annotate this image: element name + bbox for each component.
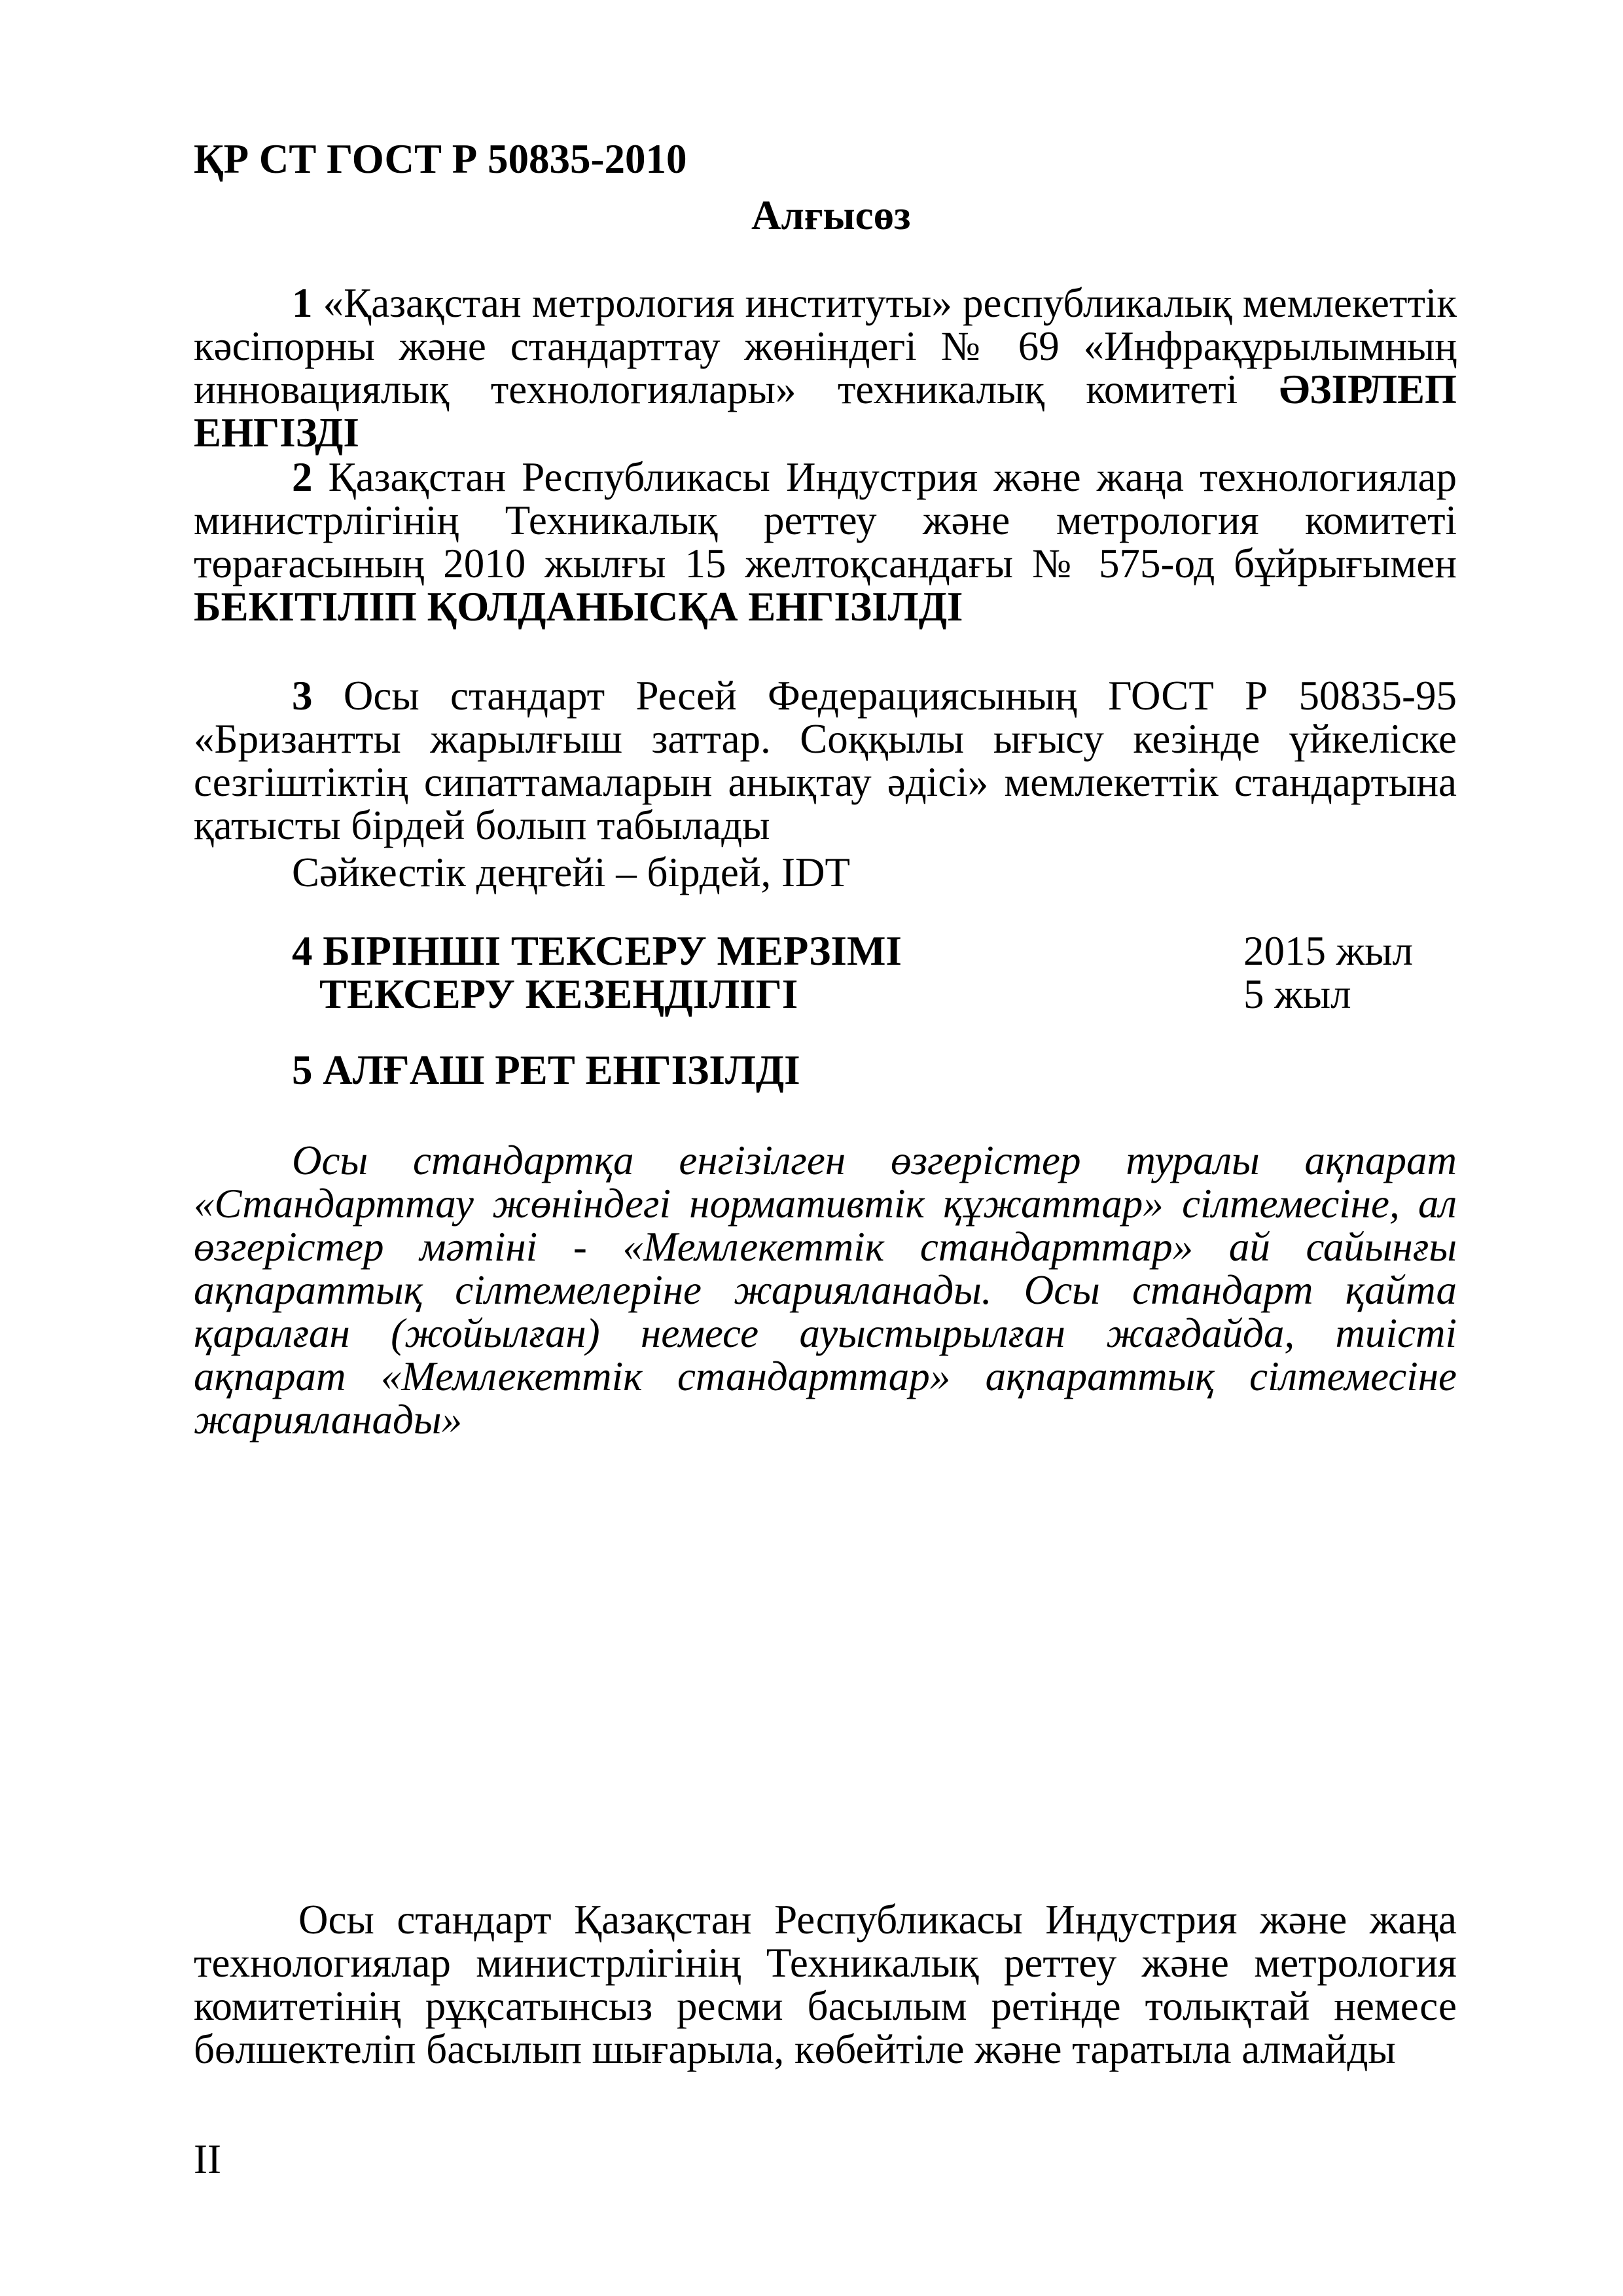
section-1-status: ӘЗІРЛЕП ЕНГІЗДІ xyxy=(194,367,1457,456)
section-3-conformity: Сәйкестік деңгейі – бірдей, IDT xyxy=(292,850,850,895)
section-2 xyxy=(194,456,1457,628)
section-4-first-check-label: БІРІНШІ ТЕКСЕРУ МЕРЗІМІ xyxy=(323,928,902,974)
section-1-text: «Қазақстан метрология институты» республикалық мемлекеттік кәсіпорны және стандарттау жөніндегі № 69 «Инфрақұрылымның инновациялық технологиялары» техникалық комитеті xyxy=(194,280,1457,412)
copyright-notice: Осы стандарт Қазақстан Республикасы Индустрия және жаңа технологиялар министрлігінің Техникалық реттеу және метрология комитетінің рұқсатынсыз ресми басылым ретінде толықтай немесе бөлшектеліп басылып шығарыла, көбейтіле және таратыла алмайды xyxy=(194,1897,1457,2072)
section-1 xyxy=(194,281,1457,454)
section-3-text: Осы стандарт Ресей Федерациясының ГОСТ Р 50835-95 «Бризантты жарылғыш заттар. Соққылы ығысу кезінде үйкеліске сезгіштіктің сипаттамаларын анықтау әдісі» мемлекеттік стандартына қатысты бірдей болып табылады xyxy=(194,673,1457,848)
section-2-status: БЕКІТІЛІП ҚОЛДАНЫСҚА ЕНГІЗІЛДІ xyxy=(194,584,963,630)
section-2-number: 2 xyxy=(292,454,313,500)
section-5-text: АЛҒАШ РЕТ ЕНГІЗІЛДІ xyxy=(323,1047,800,1093)
section-3-number: 3 xyxy=(292,673,313,719)
changes-notice: Осы стандартқа енгізілген өзгерістер туралы ақпарат «Стандарттау жөніндегі нормативтік құжаттар» сілтемесіне, ал өзгерістер мәтіні - «Мемлекеттік стандарттар» ай сайынғы ақпараттық сілтемелеріне жарияланады. Осы стандарт қайта қаралған (жойылған) немесе ауыстырылған жағдайда, тиісті ақпарат «Мемлекеттік стандарттар» ақпараттық сілтемесіне жарияланады» xyxy=(194,1138,1457,1443)
section-4-first-check xyxy=(292,929,902,973)
section-4-period-value: 5 жыл xyxy=(1243,971,1351,1017)
section-3 xyxy=(194,674,1457,847)
section-1-number: 1 xyxy=(292,280,313,326)
section-2-text: Қазақстан Республикасы Индустрия және жаңа технологиялар министрлігінің Техникалық реттеу және метрология комитеті төрағасының 2010 жылғы 15 желтоқсандағы № 575-од бұйрығымен xyxy=(194,454,1457,586)
document-code: ҚР СТ ГОСТ Р 50835-2010 xyxy=(194,136,687,182)
page-number: II xyxy=(194,2136,221,2182)
section-4-first-check-value: 2015 жыл xyxy=(1243,928,1414,974)
section-5 xyxy=(292,1049,800,1092)
foreword-title: Алғысөз xyxy=(751,192,911,238)
section-4-number: 4 xyxy=(292,928,313,974)
section-4-period-label: ТЕКСЕРУ КЕЗЕҢДІЛІГІ xyxy=(319,971,798,1017)
section-5-number: 5 xyxy=(292,1047,313,1093)
